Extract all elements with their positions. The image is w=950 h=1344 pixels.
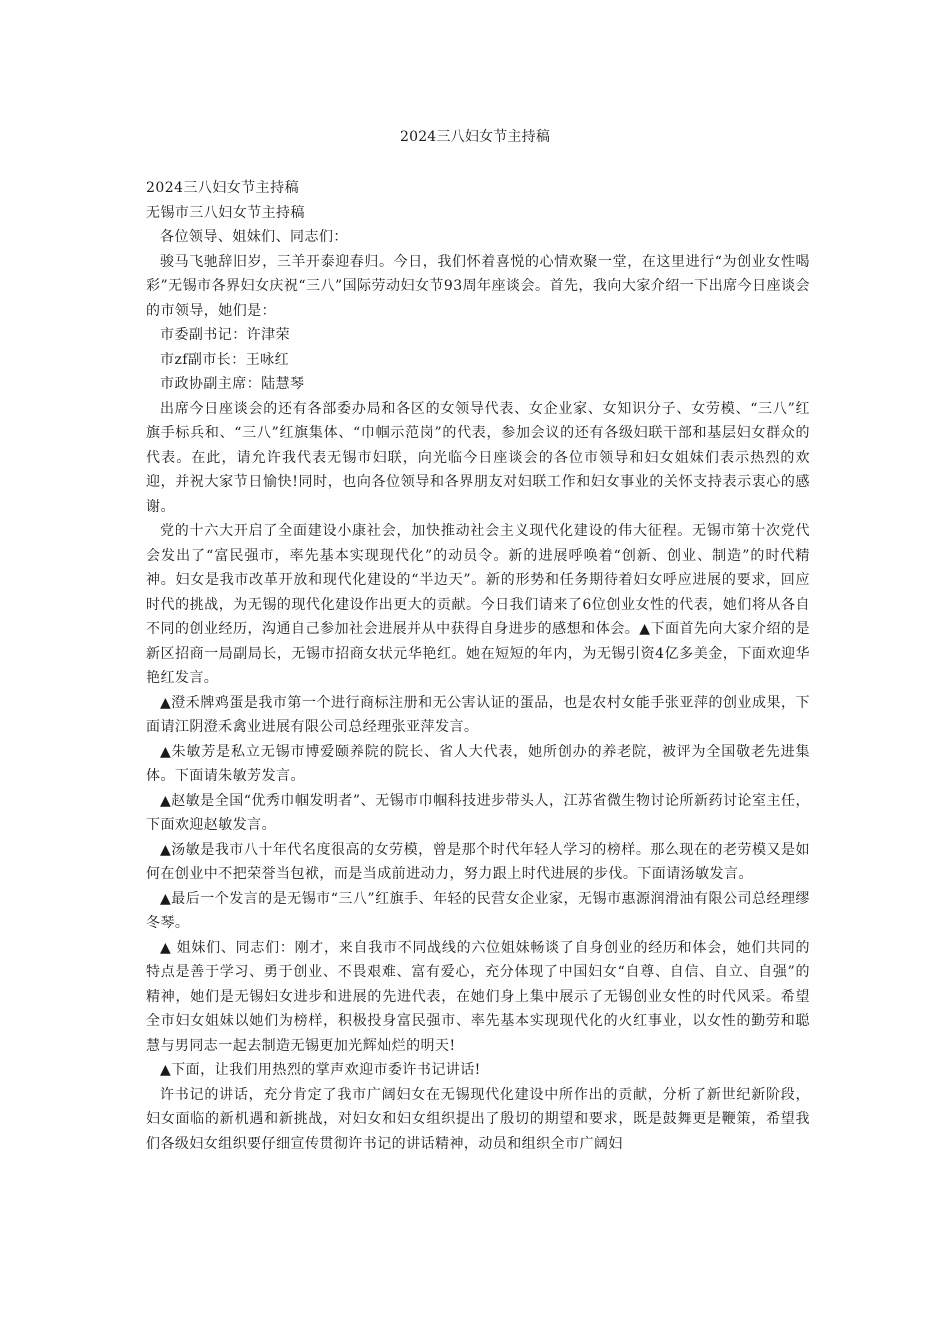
- paragraph: ▲澄禾牌鸡蛋是我市第一个进行商标注册和无公害认证的蛋品，也是农村女能手张亚萍的创业成果，下面请江阴澄禾禽业进展有限公司总经理张亚萍发言。: [146, 694, 810, 735]
- paragraph: ▲最后一个发言的是无锡市“三八”红旗手、年轻的民营女企业家，无锡市惠源润滑油有限公司总经理缪冬琴。: [146, 890, 810, 931]
- paragraph: 各位领导、姐妹们、同志们：: [160, 229, 348, 245]
- document-body: [146, 176, 810, 1156]
- paragraph: 党的十六大开启了全面建设小康社会，加快推动社会主义现代化建设的伟大征程。无锡市第十次党代会发出了“富民强市，率先基本实现现代化”的动员令。新的进展呼唤着“创新、创业、制造”的时代精神。妇女是我市改革开放和现代化建设的“半边天”。新的形势和任务期待着妇女呼应进展的要求，回应时代的挑战，为无锡的现代化建设作出更大的贡献。今日我们请来了6位创业女性的代表，她们将从各自不同的创业经历，沟通自己参加社会进展并从中获得自身进步的感想和体会。▲下面首先向大家介绍的是新区招商一局副局长，无锡市招商女状元华艳红。她在短短的年内，为无锡引资4亿多美金，下面欢迎华艳红发言。: [146, 523, 810, 686]
- paragraph: 无锡市三八妇女节主持稿: [146, 204, 305, 221]
- paragraph: 骏马飞驰辞旧岁，三羊开泰迎春归。今日，我们怀着喜悦的心情欢聚一堂，在这里进行“为创业女性喝彩”无锡市各界妇女庆祝“三八”国际劳动妇女节93周年座谈会。首先，我向大家介绍一下出席今日座谈会的市领导，她们是：: [146, 253, 810, 319]
- paragraph: ▲下面，让我们用热烈的掌声欢迎市委许书记讲话!: [160, 1062, 481, 1078]
- document-title: 2024三八妇女节主持稿: [399, 129, 551, 145]
- paragraph: 市委副书记：许津荣: [160, 327, 291, 343]
- paragraph: ▲赵敏是全国“优秀巾帼发明者”、无锡市巾帼科技进步带头人，江苏省微生物讨论所新药讨论室主任，下面欢迎赵敏发言。: [146, 792, 810, 833]
- paragraph: ▲ 姐妹们、同志们：刚才，来自我市不同战线的六位姐妹畅谈了自身创业的经历和体会，她们共同的特点是善于学习、勇于创业、不畏艰难、富有爱心，充分体现了中国妇女“自尊、自信、自立、自强”的精神，她们是无锡妇女进步和进展的先进代表，在她们身上集中展示了无锡创业女性的时代风采。希望全市妇女姐妹以她们为榜样，积极投身富民强市、率先基本实现现代化的火红事业，以女性的勤劳和聪慧与男同志一起去制造无锡更加光辉灿烂的明天!: [146, 939, 810, 1054]
- paragraph: 出席今日座谈会的还有各部委办局和各区的女领导代表、女企业家、女知识分子、女劳模、“三八”红旗手标兵和、“三八”红旗集体、“巾帼示范岗”的代表，参加会议的还有各级妇联干部和基层妇女群众的代表。在此，请允许我代表无锡市妇联，向光临今日座谈会的各位市领导和妇女姐妹们表示热烈的欢迎，并祝大家节日愉快!同时，也向各位领导和各界朋友对妇联工作和妇女事业的关怀支持表示衷心的感谢。: [146, 400, 810, 515]
- paragraph: ▲汤敏是我市八十年代名度很高的女劳模，曾是那个时代年轻人学习的榜样。那么现在的老劳模又是如何在创业中不把荣誉当包袱，而是当成前进动力，努力跟上时代进展的步伐。下面请汤敏发言。: [146, 841, 810, 882]
- paragraph: ▲朱敏芳是私立无锡市博爱颐养院的院长、省人大代表，她所创办的养老院，被评为全国敬老先进集体。下面请朱敏芳发言。: [146, 743, 810, 784]
- paragraph: 市zf副市长：王咏红: [160, 351, 290, 368]
- paragraph: 2024三八妇女节主持稿: [146, 180, 300, 196]
- paragraph: 市政协副主席：陆慧琴: [160, 376, 305, 392]
- paragraph: 许书记的讲话，充分肯定了我市广阔妇女在无锡现代化建设中所作出的贡献，分析了新世纪新阶段，妇女面临的新机遇和新挑战，对妇女和妇女组织提出了殷切的期望和要求，既是鼓舞更是鞭策，希望我们各级妇女组织要仔细宣传贯彻许书记的讲话精神，动员和组织全市广阔妇: [146, 1086, 810, 1152]
